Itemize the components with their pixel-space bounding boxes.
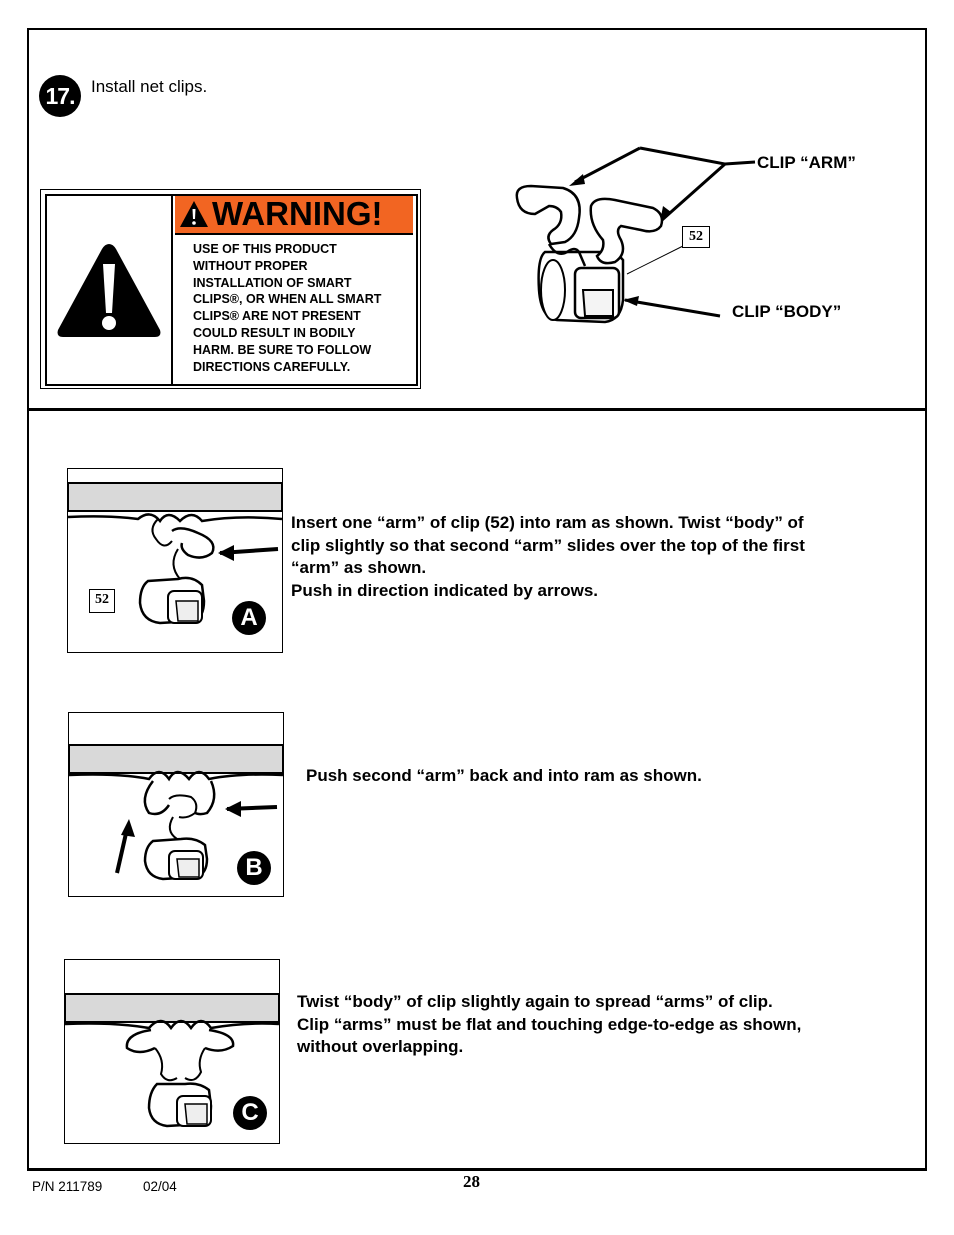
warning-line: INSTALLATION OF SMART [193,275,352,290]
description-line: “arm” as shown. [291,558,427,577]
warning-body [193,241,408,375]
description-line: clip slightly so that second “arm” slides over the top of the first [291,535,805,555]
description-line: Clip “arms” must be flat and touching edge-to-edge as shown, [297,1014,802,1034]
panel-a-description [291,512,805,602]
warning-line: CLIPS® ARE NOT PRESENT [193,309,361,324]
panel-b-description [306,765,702,788]
warning-triangle-icon [55,240,163,340]
warning-title: WARNING! [212,195,383,232]
warning-line: WITHOUT PROPER [193,258,308,273]
clip-body-label: CLIP “BODY” [732,302,842,321]
footer-date: 02/04 [143,1179,177,1194]
warning-line: CLIPS®, OR WHEN ALL SMART [193,292,382,307]
description-line: Push second “arm” back and into ram as shown. [306,766,702,785]
step-instruction: Install net clips. [91,77,208,96]
description-line: Push in direction indicated by arrows. [291,580,599,600]
description-line: Insert one “arm” of clip (52) into ram as shown. Twist “body” of [291,513,804,532]
warning-header-triangle-icon [178,199,210,229]
warning-line: DIRECTIONS CAREFULLY. [193,359,351,374]
description-line: Twist “body” of clip slightly again to spread “arms” of clip. [297,992,773,1011]
warning-line: USE OF THIS PRODUCT [193,242,337,256]
panel-c-illustration [64,959,280,1144]
clip-arm-label: CLIP “ARM” [757,153,856,172]
panel-letter-badge: A [232,601,266,635]
panel-c-description [297,991,801,1059]
footer-part-number: P/N 211789 [32,1179,103,1194]
part-number-callout: 52 [89,589,115,613]
warning-line: COULD RESULT IN BODILY [193,325,356,340]
part-number-callout: 52 [682,226,710,248]
panel-a-illustration [67,468,283,653]
step-number-badge: 17. [39,75,81,117]
warning-line: HARM. BE SURE TO FOLLOW [193,342,372,357]
page-number: 28 [463,1172,480,1191]
panel-letter-badge: C [233,1096,267,1130]
panel-letter-badge: B [237,851,271,885]
clip-diagram [505,140,765,340]
description-line: without overlapping. [297,1037,464,1056]
panel-b-illustration [68,712,284,897]
warning-divider [171,194,173,384]
